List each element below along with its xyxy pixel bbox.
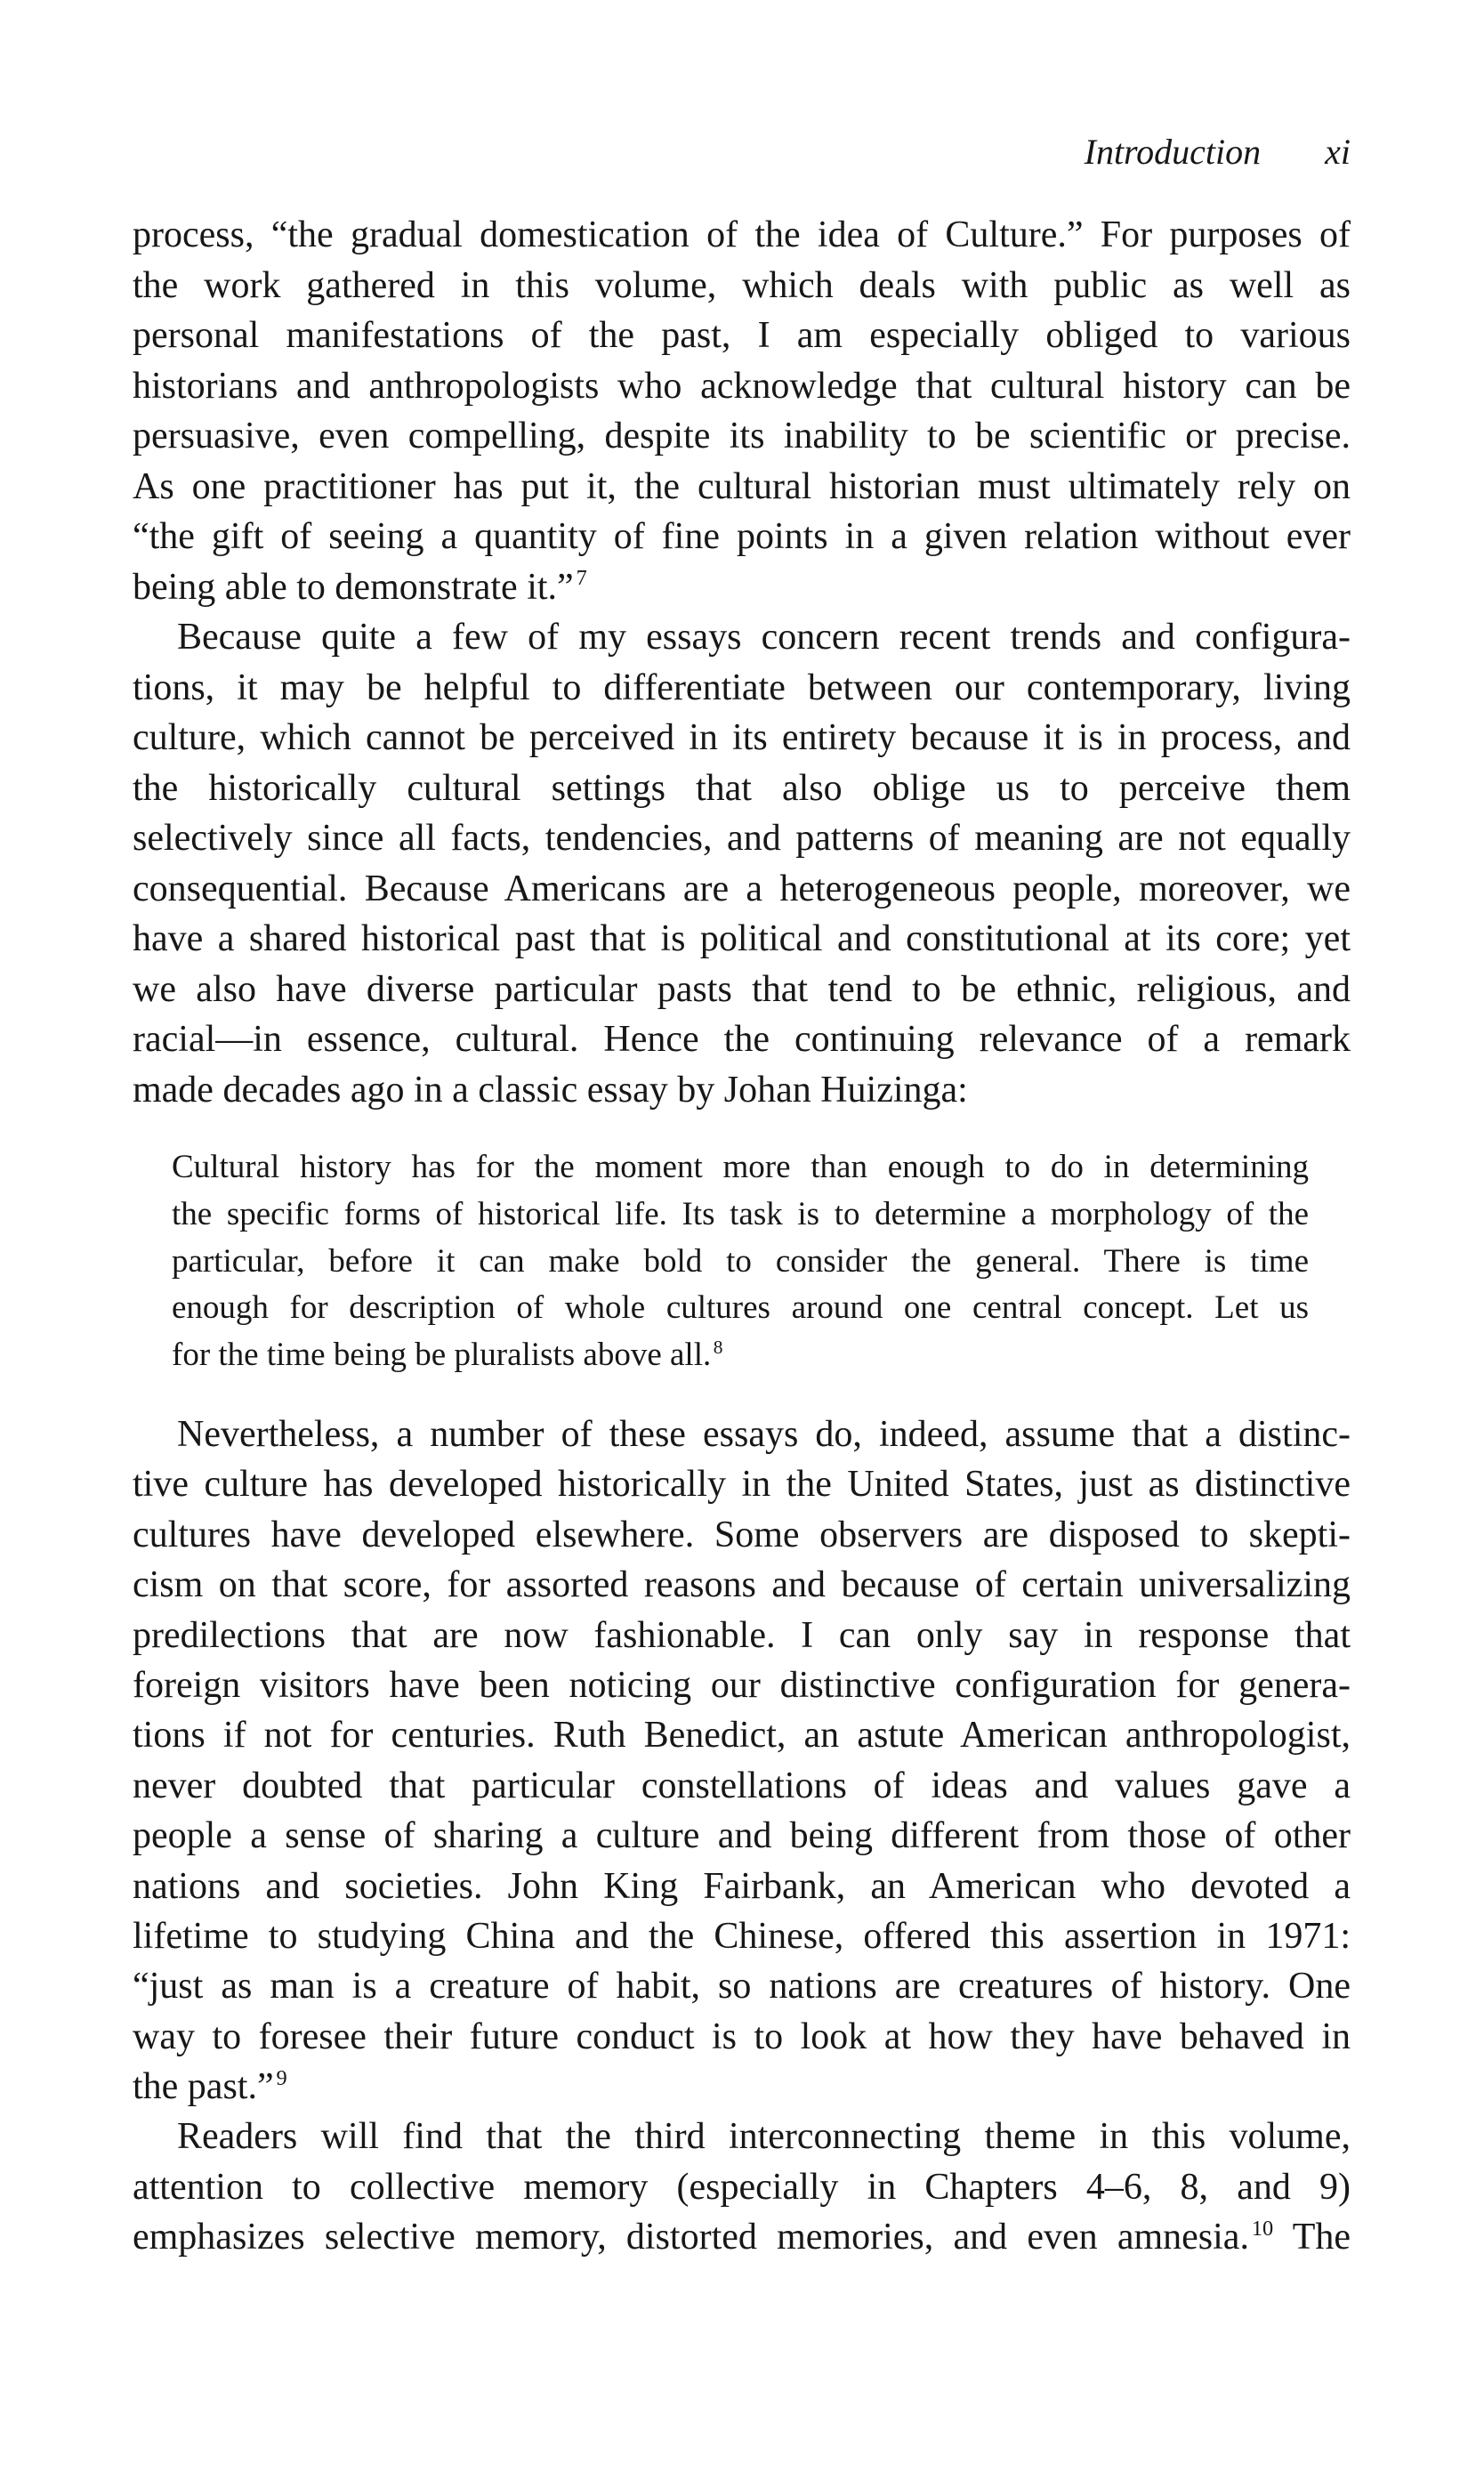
quote-line bbox=[172, 1332, 1309, 1379]
text-line: foreign visitors have been noticing our distinctive configuration for genera- bbox=[133, 1664, 1351, 1706]
text-line: predilections that are now fashionable. I can only say in response that bbox=[133, 1614, 1351, 1656]
text-line: tive culture has developed historically in the United States, just as distinctive bbox=[133, 1464, 1351, 1506]
running-title: Introduction bbox=[1084, 132, 1262, 172]
text-line: tions, it may be helpful to differentiate between our contemporary, living bbox=[133, 666, 1351, 708]
text-line: As one practitioner has put it, the cultural historian must ultimately rely on bbox=[133, 465, 1351, 507]
paragraph bbox=[133, 2112, 1351, 2262]
text-line: nations and societies. John King Fairbank, an American who devoted a bbox=[133, 1865, 1351, 1907]
paragraph bbox=[133, 612, 1351, 1115]
quote-line: enough for description of whole cultures around one central concept. Let us bbox=[172, 1289, 1309, 1327]
text-line: have a shared historical past that is political and constitutional at its core; yet bbox=[133, 918, 1351, 959]
text-line: historians and anthropologists who acknowledge that cultural history can be bbox=[133, 365, 1351, 407]
text-line: the historically cultural settings that also oblige us to perceive them bbox=[133, 767, 1351, 809]
text-line: persuasive, even compelling, despite its inability to be scientific or precise. bbox=[133, 416, 1351, 456]
block-quote bbox=[172, 1144, 1309, 1379]
line-text: emphasizes selective memory, distorted memories, and even amnesia. bbox=[133, 2217, 1249, 2258]
text-line: made decades ago in a classic essay by Johan Huizinga: bbox=[133, 1069, 968, 1111]
text-line: we also have diverse particular pasts that tend to be ethnic, religious, and bbox=[133, 968, 1351, 1010]
text-line: the work gathered in this volume, which deals with public as well as bbox=[133, 264, 1351, 306]
text-block-before-quote bbox=[133, 210, 1351, 1115]
text-line: way to foresee their future conduct is to look at how they have behaved in bbox=[133, 2015, 1351, 2057]
text-line: racial—in essence, cultural. Hence the continuing relevance of a remark bbox=[133, 1019, 1351, 1060]
footnote-marker: 10 bbox=[1251, 2217, 1274, 2242]
footnote-marker: 7 bbox=[576, 566, 587, 591]
text-line: culture, which cannot be perceived in its entirety because it is in process, and bbox=[133, 717, 1351, 758]
text-line: Nevertheless, a number of these essays do, indeed, assume that a distinc- bbox=[177, 1414, 1351, 1455]
quote-line: particular, before it can make bold to consider the general. There is time bbox=[172, 1242, 1309, 1280]
page-number: xi bbox=[1325, 132, 1351, 172]
text-line: cultures have developed elsewhere. Some observers are disposed to skepti- bbox=[133, 1514, 1351, 1555]
text-line: lifetime to studying China and the Chinese, offered this assertion in 1971: bbox=[133, 1915, 1351, 1957]
text-block-after-quote bbox=[133, 1410, 1351, 2263]
text-line: “just as man is a creature of habit, so nations are creatures of history. One bbox=[133, 1966, 1351, 2007]
text-line: “the gift of seeing a quantity of fine points in a given relation without ever bbox=[133, 516, 1351, 557]
line-text: the past.” bbox=[133, 2066, 274, 2108]
text-line: process, “the gradual domestication of the idea of Culture.” For purposes of bbox=[133, 214, 1351, 255]
text-line: never doubted that particular constellations of ideas and values gave a bbox=[133, 1765, 1351, 1806]
text-line: Because quite a few of my essays concern recent trends and configura- bbox=[177, 617, 1351, 658]
footnote-marker: 9 bbox=[276, 2065, 287, 2090]
text-line: tions if not for centuries. Ruth Benedict, an astute American anthropologist, bbox=[133, 1715, 1351, 1757]
text-line bbox=[133, 2062, 1351, 2112]
text-line: consequential. Because Americans are a heterogeneous people, moreover, we bbox=[133, 868, 1351, 909]
paragraph bbox=[133, 1410, 1351, 2112]
footnote-marker: 8 bbox=[713, 1336, 723, 1358]
running-header bbox=[1085, 130, 1351, 174]
text-line: selectively since all facts, tendencies, and patterns of meaning are not equally bbox=[133, 818, 1351, 859]
line-text-continuation: The bbox=[1292, 2217, 1351, 2258]
text-line: people a sense of sharing a culture and being different from those of other bbox=[133, 1815, 1351, 1857]
line-text: for the time being be pluralists above all. bbox=[172, 1337, 712, 1374]
text-line bbox=[133, 2212, 1351, 2262]
text-line: cism on that score, for assorted reasons and because of certain universalizing bbox=[133, 1564, 1351, 1606]
text-line bbox=[133, 562, 1351, 613]
line-text: being able to demonstrate it.” bbox=[133, 566, 574, 608]
paragraph bbox=[133, 210, 1351, 612]
text-line: personal manifestations of the past, I am especially obliged to various bbox=[133, 315, 1351, 356]
quote-line: the specific forms of historical life. Its task is to determine a morphology of the bbox=[172, 1195, 1309, 1232]
quote-line: Cultural history has for the moment more than enough to do in determining bbox=[172, 1149, 1309, 1185]
text-line: Readers will find that the third interconnecting theme in this volume, bbox=[177, 2116, 1351, 2158]
text-line: attention to collective memory (especially in Chapters 4–6, 8, and 9) bbox=[133, 2166, 1351, 2208]
